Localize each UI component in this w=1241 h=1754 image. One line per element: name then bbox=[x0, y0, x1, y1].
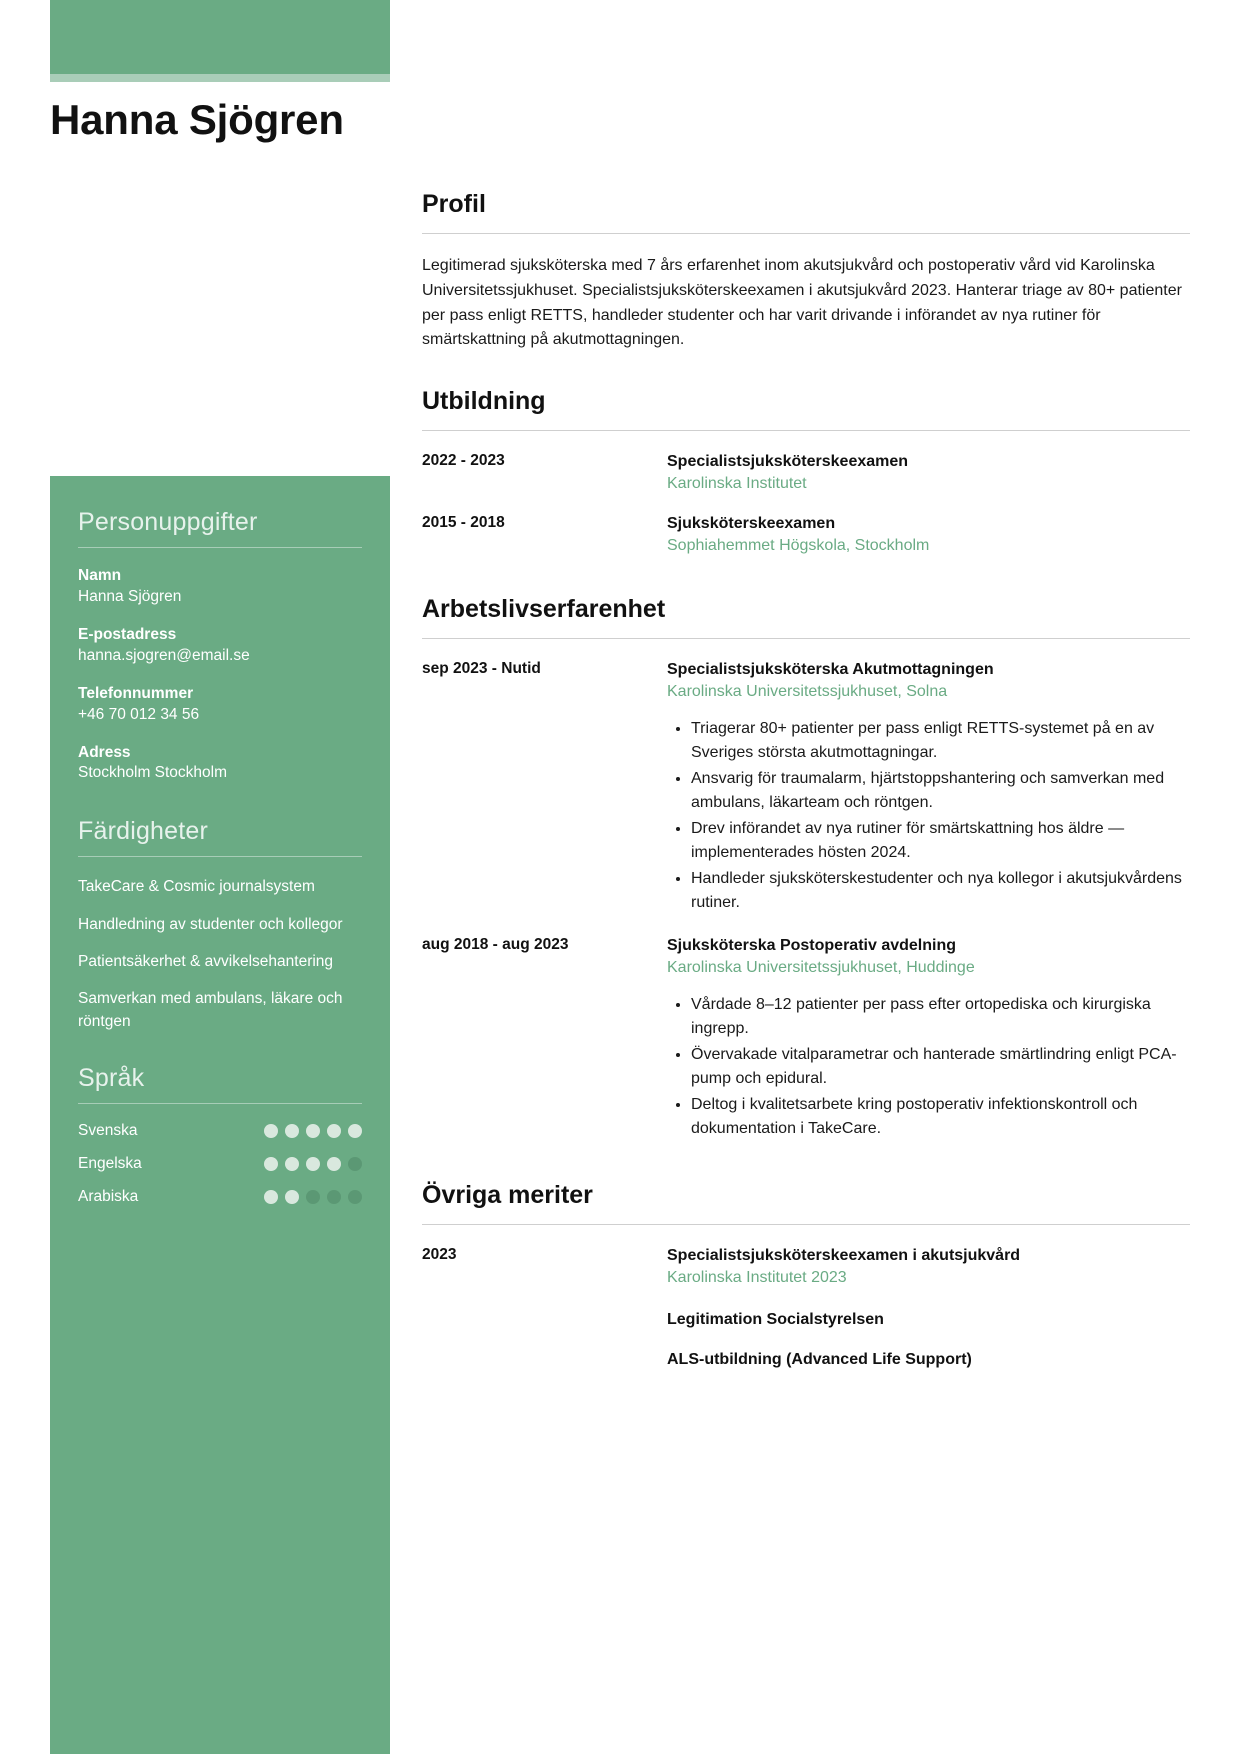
entry-subtitle: Karolinska Universitetssjukhuset, Solna bbox=[667, 682, 948, 700]
page-title: Hanna Sjögren bbox=[50, 96, 344, 143]
merit-extra: ALS-utbildning (Advanced Life Support) bbox=[667, 1351, 972, 1369]
entry-subtitle: Karolinska Institutet bbox=[667, 474, 807, 492]
field-label: Adress bbox=[78, 743, 131, 761]
skill-item: TakeCare & Cosmic journalsystem bbox=[78, 878, 315, 896]
language-rating-dots bbox=[264, 1124, 362, 1138]
entry-body bbox=[667, 1245, 1190, 1369]
entry-bullets bbox=[667, 993, 1190, 1141]
entry-title: Sjuksköterskeexamen bbox=[667, 515, 836, 533]
experience-entry bbox=[422, 659, 1190, 917]
entry-title: Specialistsjuksköterska Akutmottagningen bbox=[667, 661, 994, 679]
language-row bbox=[78, 1188, 362, 1206]
rating-dot bbox=[327, 1190, 341, 1204]
merit-extra: Legitimation Socialstyrelsen bbox=[667, 1311, 884, 1329]
bullet-item: • Handleder sjuksköterskestudenter och nya kollegor i akutsjukvårdens rutiner. bbox=[691, 867, 1190, 915]
education-entry bbox=[422, 451, 1190, 495]
language-row bbox=[78, 1155, 362, 1173]
sidebar-section-personal-heading: Personuppgifter bbox=[78, 508, 258, 536]
header-accent-bar-shadow bbox=[50, 74, 390, 82]
divider bbox=[78, 856, 362, 857]
field-value: Stockholm Stockholm bbox=[78, 764, 228, 782]
field-label: Namn bbox=[78, 567, 122, 584]
entry-date: aug 2018 - aug 2023 bbox=[422, 936, 569, 954]
section-title: Profil bbox=[422, 190, 486, 218]
field-label: Telefonnummer bbox=[78, 684, 194, 702]
rating-dot bbox=[348, 1124, 362, 1138]
section-title: Arbetslivserfarenhet bbox=[422, 595, 666, 624]
divider bbox=[78, 547, 362, 548]
field-label: E-postadress bbox=[78, 625, 177, 643]
language-name: Svenska bbox=[78, 1121, 138, 1139]
language-name: Arabiska bbox=[78, 1187, 139, 1205]
entry-date: 2015 - 2018 bbox=[422, 514, 505, 532]
sidebar bbox=[50, 476, 390, 1754]
skill-item: Patientsäkerhet & avvikelsehantering bbox=[78, 952, 334, 970]
rating-dot bbox=[285, 1190, 299, 1204]
field-value: +46 70 012 34 56 bbox=[78, 705, 200, 723]
bullet-item: • Övervakade vitalparametrar och hanterade smärtlindring enligt PCA-pump och epidural. bbox=[691, 1043, 1190, 1091]
bullet-item: • Drev införandet av nya rutiner för smärtskattning hos äldre — implementerades hösten 2024. bbox=[691, 817, 1190, 865]
section-experience bbox=[422, 595, 1190, 1143]
divider bbox=[78, 1103, 362, 1104]
skill-item: Handledning av studenter och kollegor bbox=[78, 915, 343, 933]
personal-field-address bbox=[78, 743, 362, 785]
bullet-item: • Deltog i kvalitetsarbete kring postoperativ infektionskontroll och dokumentation i TakeCare. bbox=[691, 1093, 1190, 1141]
field-value: Hanna Sjögren bbox=[78, 587, 182, 605]
personal-field-phone bbox=[78, 684, 362, 726]
section-other-merits bbox=[422, 1181, 1190, 1369]
profile-text: Legitimerad sjuksköterska med 7 års erfarenhet inom akutsjukvård och postoperativ vård vid Karolinska Universitetssjukhuset. Specialistsjuksköterskeexamen i akutsjukvård 2023. Hanterar triage av 80+ patienter per pass enligt RETTS, handleder studenter och har varit drivande i införandet av nya rutiner för smärtskattning på akutmottagningen. bbox=[422, 257, 1182, 349]
sidebar-section-skills-heading: Färdigheter bbox=[78, 817, 209, 846]
rating-dot bbox=[264, 1157, 278, 1171]
personal-field-email bbox=[78, 625, 362, 667]
entry-date: 2022 - 2023 bbox=[422, 452, 505, 470]
rating-dot bbox=[285, 1157, 299, 1171]
header-accent-bar bbox=[50, 0, 390, 82]
field-value: hanna.sjogren@email.se bbox=[78, 646, 250, 664]
entry-date: 2023 bbox=[422, 1246, 457, 1264]
divider bbox=[422, 638, 1190, 639]
entry-subtitle: Sophiahemmet Högskola, Stockholm bbox=[667, 536, 930, 554]
entry-title: Sjuksköterska Postoperativ avdelning bbox=[667, 937, 956, 955]
section-title: Övriga meriter bbox=[422, 1181, 593, 1210]
section-education bbox=[422, 387, 1190, 557]
experience-entry bbox=[422, 935, 1190, 1143]
entry-date: sep 2023 - Nutid bbox=[422, 660, 541, 678]
entry-title: Specialistsjuksköterskeexamen i akutsjukvård bbox=[667, 1247, 1021, 1265]
skill-item: Samverkan med ambulans, läkare och röntgen bbox=[78, 990, 343, 1031]
divider bbox=[422, 233, 1190, 234]
rating-dot bbox=[306, 1157, 320, 1171]
section-title: Utbildning bbox=[422, 387, 546, 416]
language-rating-dots bbox=[264, 1190, 362, 1204]
entry-subtitle: Karolinska Institutet 2023 bbox=[667, 1268, 847, 1286]
entry-bullets bbox=[667, 717, 1190, 915]
entry-body bbox=[667, 513, 1190, 557]
entry-body bbox=[667, 659, 1190, 917]
entry-body bbox=[667, 935, 1190, 1143]
bullet-item: • Ansvarig för traumalarm, hjärtstoppshantering och samverkan med ambulans, läkarteam och röntgen. bbox=[691, 767, 1190, 815]
rating-dot bbox=[327, 1157, 341, 1171]
section-profile bbox=[422, 190, 1190, 353]
rating-dot bbox=[306, 1190, 320, 1204]
language-row bbox=[78, 1122, 362, 1140]
bullet-item: • Vårdade 8–12 patienter per pass efter ortopediska och kirurgiska ingrepp. bbox=[691, 993, 1190, 1041]
language-name: Engelska bbox=[78, 1154, 142, 1172]
divider bbox=[422, 1224, 1190, 1225]
rating-dot bbox=[327, 1124, 341, 1138]
rating-dot bbox=[348, 1190, 362, 1204]
rating-dot bbox=[285, 1124, 299, 1138]
language-rating-dots bbox=[264, 1157, 362, 1171]
education-entry bbox=[422, 513, 1190, 557]
bullet-item: • Triagerar 80+ patienter per pass enligt RETTS-systemet på en av Sveriges största akutmottagningar. bbox=[691, 717, 1190, 765]
rating-dot bbox=[264, 1124, 278, 1138]
merit-entry bbox=[422, 1245, 1190, 1369]
entry-body bbox=[667, 451, 1190, 495]
personal-field-name bbox=[78, 566, 362, 608]
main-content bbox=[422, 190, 1190, 1387]
divider bbox=[422, 430, 1190, 431]
rating-dot bbox=[348, 1157, 362, 1171]
entry-title: Specialistsjuksköterskeexamen bbox=[667, 453, 909, 471]
entry-subtitle: Karolinska Universitetssjukhuset, Huddinge bbox=[667, 958, 975, 976]
rating-dot bbox=[264, 1190, 278, 1204]
sidebar-section-languages-heading: Språk bbox=[78, 1063, 145, 1092]
rating-dot bbox=[306, 1124, 320, 1138]
